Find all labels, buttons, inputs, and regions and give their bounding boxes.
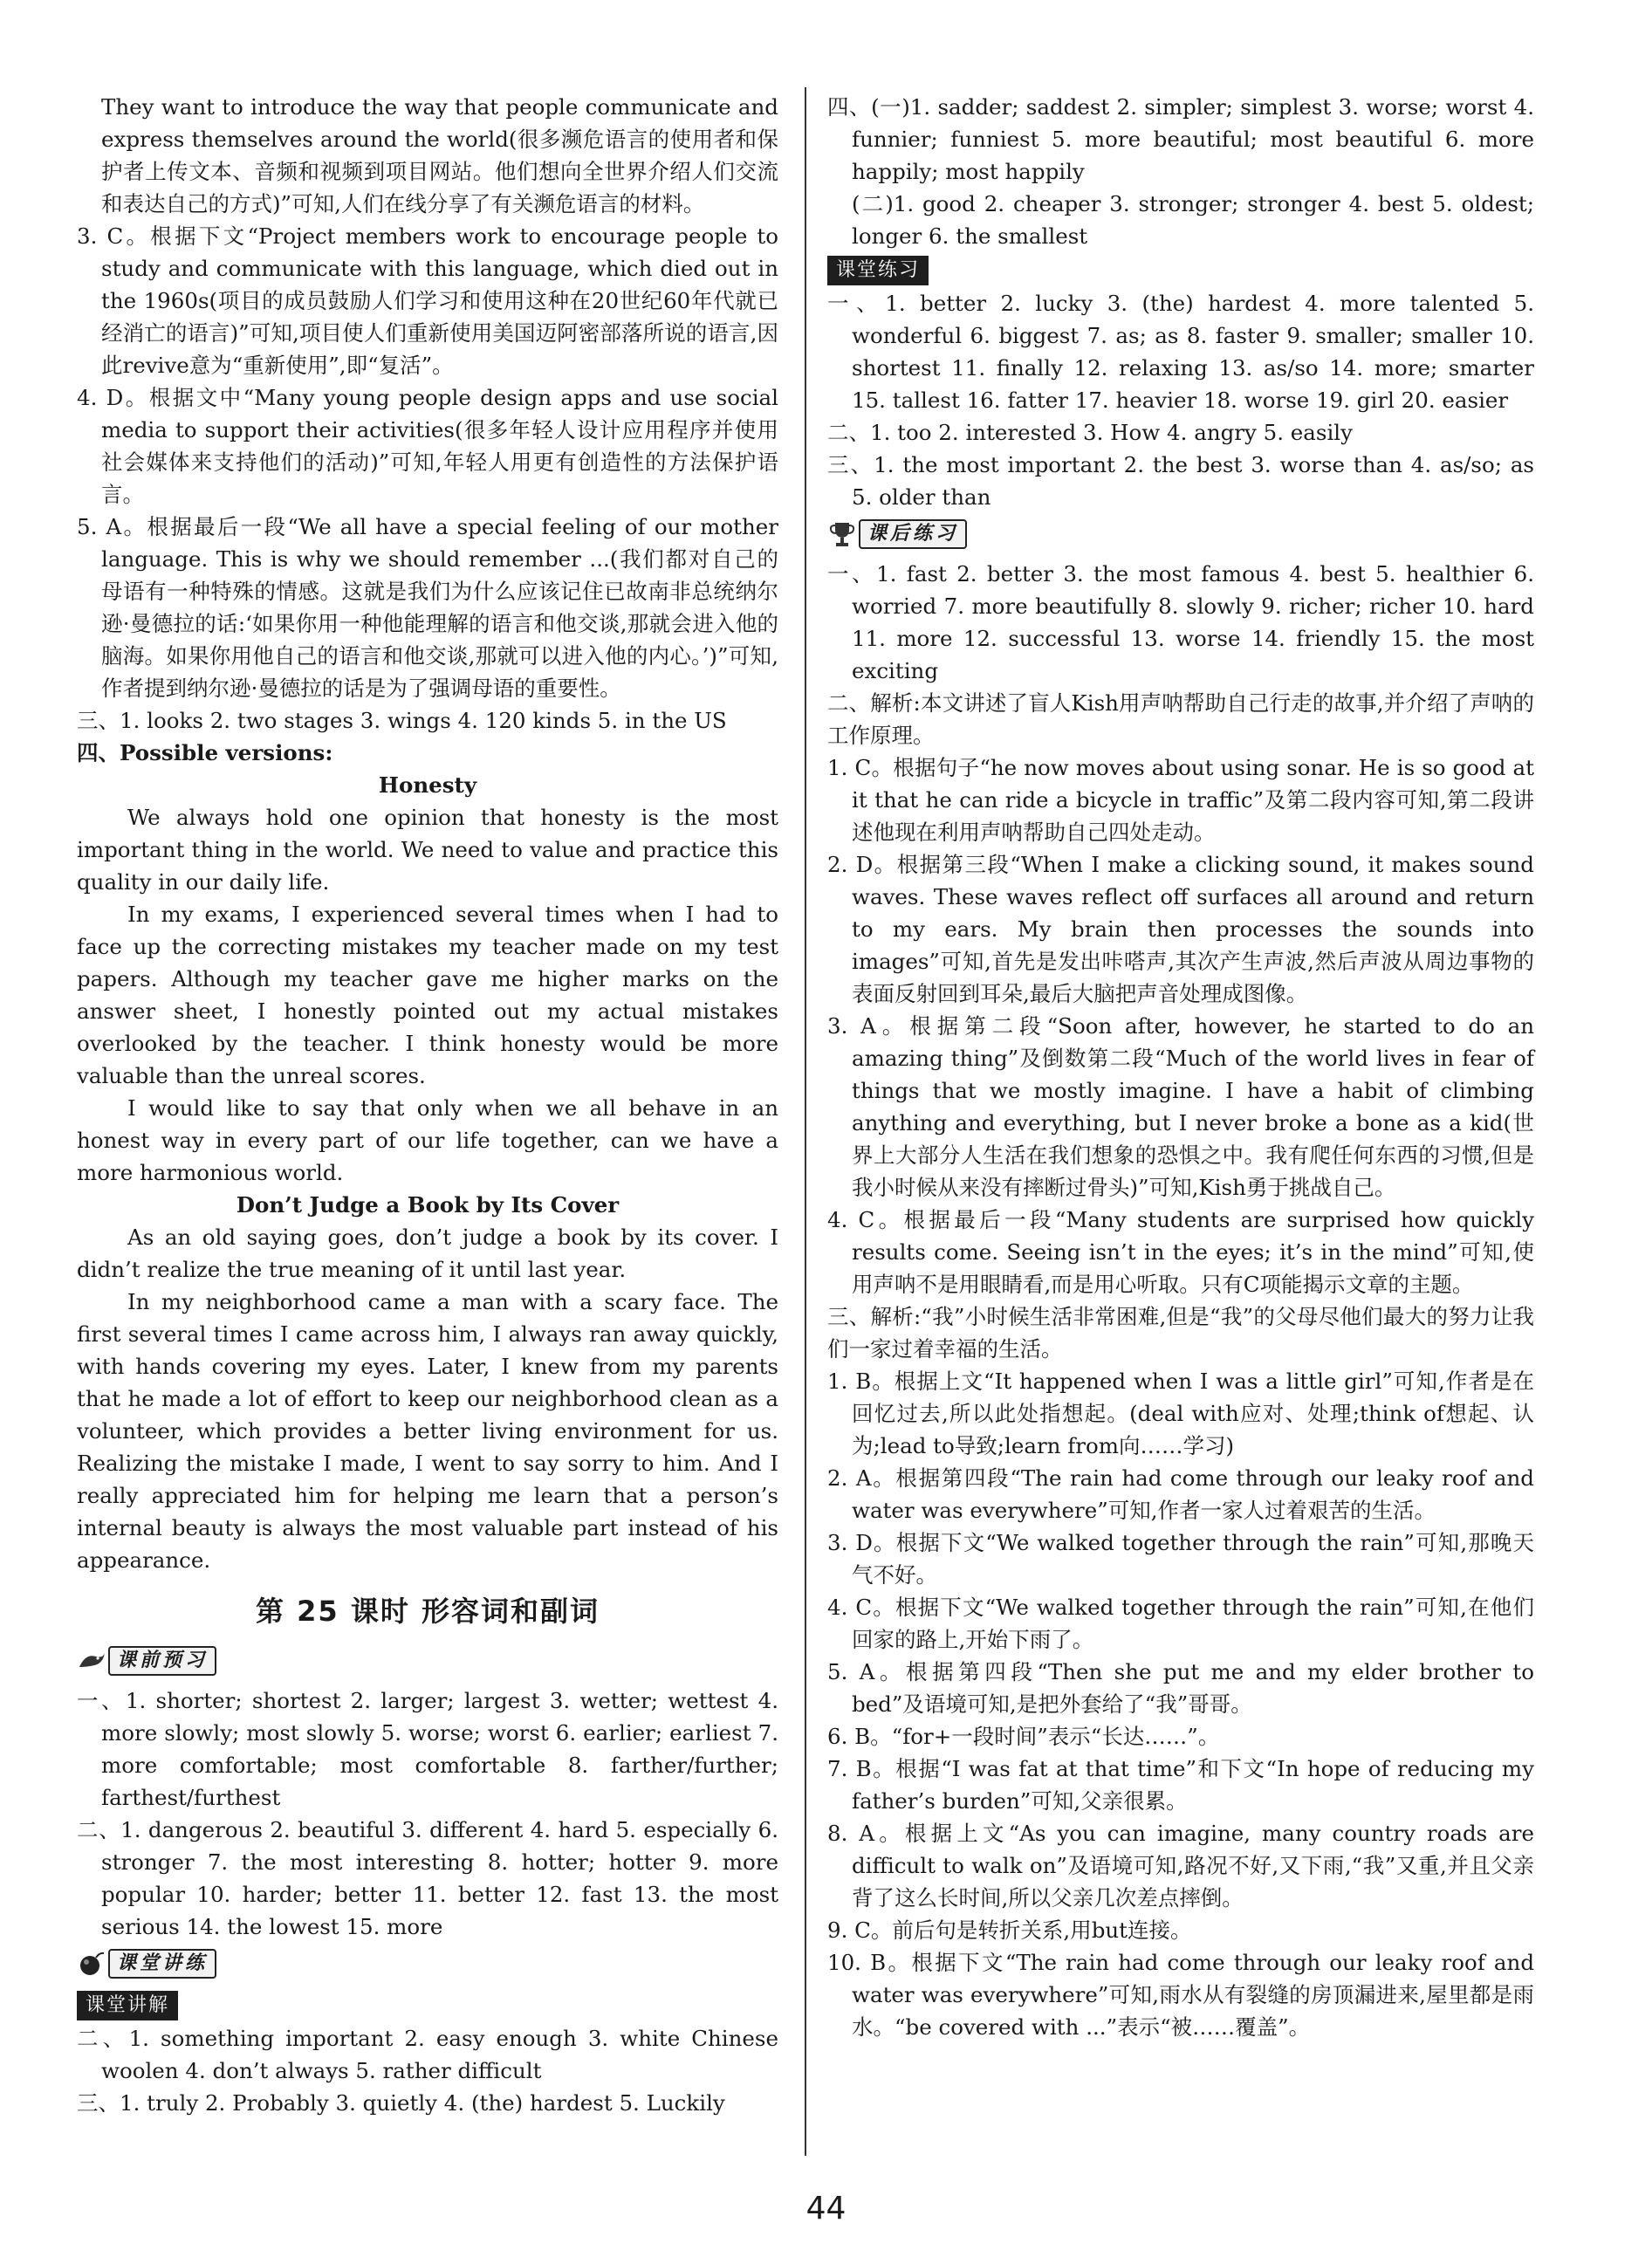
answer-item: 5. A。根据最后一段“We all have a special feeling of our mother language. This is why we should remember ...(我们都对自己的母语有一种特殊的情感。这就是我们为什么应该记住已故南非总统纳尔逊·曼德拉的话:‘如果你用一种他能理解的语言和他交谈,那就会进入他的脑海。如果你用他自己的语言和他交谈,那就可以进入他的内心。’)”可知,作者提到纳尔逊·曼德拉的话是为了强调母语的重要性。	[77, 514, 778, 701]
answer-item: (二)1. good 2. cheaper 3. stronger; stronger 4. best 5. oldest; longer 6. the smallest	[852, 191, 1534, 249]
right-column	[827, 91, 1534, 2043]
lesson-title: 第 25 课时 形容词和副词	[256, 1595, 600, 1628]
answer-item: 3. C。根据下文“Project members work to encourage people to study and communicate with this language, which died out in the 1960s(项目的成员鼓励人们学习和使用这种在20世纪60年代就已经消亡的语言)”可知,项目使人们重新使用美国迈阿密部落所说的语言,因此revive意为“重新使用”,即“复活”。	[77, 223, 778, 378]
bird-icon	[77, 1646, 106, 1676]
essay-paragraph: I would like to say that only when we all behave in an honest way in every part of our life together, can we have a more harmonious world.	[77, 1095, 778, 1185]
answer-item: 3. A。根据第二段“Soon after, however, he started to do an amazing thing”及倒数第二段“Much of the world lives in fear of things that we mostly imagine. I have a habit of climbing anything and everything, but I never broke a bone as a kid(世界上大部分人生活在我们想象的恐惧之中。我有爬任何东西的习惯,但是我小时候从来没有摔断过骨头)”可知,Kish勇于挑战自己。	[827, 1013, 1534, 1200]
answer-item: 9. C。前后句是转折关系,用but连接。	[827, 1917, 1192, 1943]
after-class-banner	[827, 517, 967, 552]
answer-item: 8. A。根据上文“As you can imagine, many country roads are difficult to walk on”及语境可知,路况不好,又下雨,“我”又重,并且父亲背了这么长时间,所以父亲几次差点摔倒。	[827, 1821, 1534, 1911]
answer-item: 二、1. dangerous 2. beautiful 3. different 4. hard 5. especially 6. stronger 7. the most interesting 8. hotter; hotter 9. more popular 10. harder; better 11. better 12. fast 13. the most serious 14. the lowest 15. more	[77, 1817, 778, 1939]
explain-tag: 课堂讲解	[77, 1991, 178, 2020]
answer-item: 1. C。根据句子“he now moves about using sonar. He is so good at it that he can ride a bicycle in traffic”及第二段内容可知,第二段讲述他现在利用声呐帮助自己四处走动。	[827, 755, 1534, 845]
answer-item: 四、(一)1. sadder; saddest 2. simpler; simplest 3. worse; worst 4. funnier; funniest 5. more beautiful; most beautiful 6. more happily; most happily	[827, 94, 1534, 184]
answer-item: 4. C。根据最后一段“Many students are surprised how quickly results come. Seeing isn’t in the eyes; it’s in the mind”可知,使用声呐不是用眼睛看,而是用心听取。只有C项能揭示文章的主题。	[827, 1207, 1534, 1297]
essay-title: Honesty	[378, 772, 477, 798]
column-divider	[805, 87, 806, 2156]
answer-item: 1. B。根据上文“It happened when I was a little girl”可知,作者是在回忆过去,所以此处指想起。(deal with应对、处理;think of想起、认为;lead to导致;learn from向……学习)	[827, 1369, 1534, 1458]
essay-paragraph: As an old saying goes, don’t judge a book by its cover. I didn’t realize the true meaning of it until last year.	[77, 1225, 778, 1282]
section-intro: 三、解析:“我”小时候生活非常困难,但是“我”的父母尽他们最大的努力让我们一家过着幸福的生活。	[827, 1304, 1534, 1362]
answer-item: 二、1. something important 2. easy enough 3. white Chinese woolen 4. don’t always 5. rather difficult	[77, 2026, 778, 2083]
page-number: 44	[805, 2191, 847, 2226]
answer-item: 3. D。根据下文“We walked together through the rain”可知,那晚天气不好。	[827, 1530, 1534, 1588]
banner-label: 课后练习	[859, 519, 967, 549]
practice-tag: 课堂练习	[827, 256, 929, 285]
class-banner	[77, 1946, 216, 1981]
answer-item: 6. B。“for+一段时间”表示“长达……”。	[827, 1724, 1220, 1749]
left-column	[77, 91, 778, 2119]
answer-item: 一、1. shorter; shortest 2. larger; largest 3. wetter; wettest 4. more slowly; most slowly 5. worse; worst 6. earlier; earliest 7. more comfortable; most comfortable 8. farther/further; farthest/furthest	[77, 1688, 778, 1810]
continuation-text: They want to introduce the way that people communicate and express themselves around the world(很多濒危语言的使用者和保护者上传文本、音频和视频到项目网站。他们想向全世界介绍人们交流和表达自己的方式)”可知,人们在线分享了有关濒危语言的材料。	[101, 94, 778, 216]
answer-item: 4. C。根据下文“We walked together through the rain”可知,在他们回家的路上,开始下雨了。	[827, 1595, 1534, 1652]
answer-item: 4. D。根据文中“Many young people design apps and use social media to support their activities(很多年轻人设计应用程序并使用社会媒体来支持他们的活动)”可知,年轻人用更有创造性的方法保护语言。	[77, 385, 778, 507]
essay-paragraph: In my exams, I experienced several times when I had to face up the correcting mistakes my teacher made on my test papers. Although my teacher gave me higher marks on the answer sheet, I honestly pointed out my actual mistakes overlooked by the teacher. I think honesty would be more valuable than the unreal scores.	[77, 902, 778, 1088]
banner-label: 课堂讲练	[108, 1949, 216, 1979]
section-label: 四、Possible versions:	[77, 740, 333, 765]
answer-item: 二、1. too 2. interested 3. How 4. angry 5. easily	[827, 420, 1353, 445]
answer-item: 5. A。根据第四段“Then she put me and my elder brother to bed”及语境可知,是把外套给了“我”哥哥。	[827, 1659, 1534, 1717]
answer-item: 7. B。根据“I was fat at that time”和下文“In hope of reducing my father’s burden”可知,父亲很累。	[827, 1756, 1534, 1814]
answer-item: 一、1. better 2. lucky 3. (the) hardest 4. more talented 5. wonderful 6. biggest 7. as; as 8. faster 9. smaller; smaller 10. shortest 11. finally 12. relaxing 13. as/so 14. more; smarter 15. tallest 16. fatter 17. heavier 18. worse 19. girl 20. easier	[827, 291, 1534, 413]
answer-item: 三、1. truly 2. Probably 3. quietly 4. (the) hardest 5. Luckily	[77, 2090, 725, 2116]
answer-item: 2. D。根据第三段“When I make a clicking sound, it makes sound waves. These waves reflect off surfaces all around and return to my ears. My brain then processes the sounds into images”可知,首先是发出咔嗒声,其次产生声波,然后声波从周边事物的表面反射回到耳朵,最后大脑把声音处理成图像。	[827, 852, 1534, 1006]
banner-label: 课前预习	[108, 1646, 216, 1676]
answer-item: 2. A。根据第四段“The rain had come through our leaky roof and water was everywhere”可知,作者一家人过着艰苦的生活。	[827, 1465, 1534, 1523]
trophy-icon	[827, 519, 857, 549]
bomb-icon	[77, 1949, 106, 1979]
answer-item: 10. B。根据下文“The rain had come through our leaky roof and water was everywhere”可知,雨水从有裂缝的房顶漏进来,屋里都是雨水。“be covered with ...”表示“被……覆盖”。	[827, 1950, 1534, 2040]
preview-banner	[77, 1643, 216, 1678]
answer-item: 三、1. the most important 2. the best 3. worse than 4. as/so; as 5. older than	[827, 452, 1534, 510]
essay-paragraph: In my neighborhood came a man with a scary face. The first several times I came across him, I always ran away quickly, with hands covering my eyes. Later, I knew from my parents that he made a lot of effort to keep our neighborhood clean as a volunteer, which provides a better living environment for us. Realizing the mistake I made, I went to say sorry to him. And I really appreciated him for helping me learn that a person’s internal beauty is always the most valuable part instead of his appearance.	[77, 1289, 778, 1573]
essay-title: Don’t Judge a Book by Its Cover	[236, 1192, 620, 1218]
section-intro: 二、解析:本文讲述了盲人Kish用声呐帮助自己行走的故事,并介绍了声呐的工作原理。	[827, 690, 1534, 748]
essay-paragraph: We always hold one opinion that honesty is the most important thing in the world. We need to value and practice this quality in our daily life.	[77, 805, 778, 895]
answer-item: 一、1. fast 2. better 3. the most famous 4. best 5. healthier 6. worried 7. more beautifully 8. slowly 9. richer; richer 10. hard 11. more 12. successful 13. worse 14. friendly 15. the most exciting	[827, 561, 1534, 683]
answer-item: 三、1. looks 2. two stages 3. wings 4. 120 kinds 5. in the US	[77, 708, 727, 733]
